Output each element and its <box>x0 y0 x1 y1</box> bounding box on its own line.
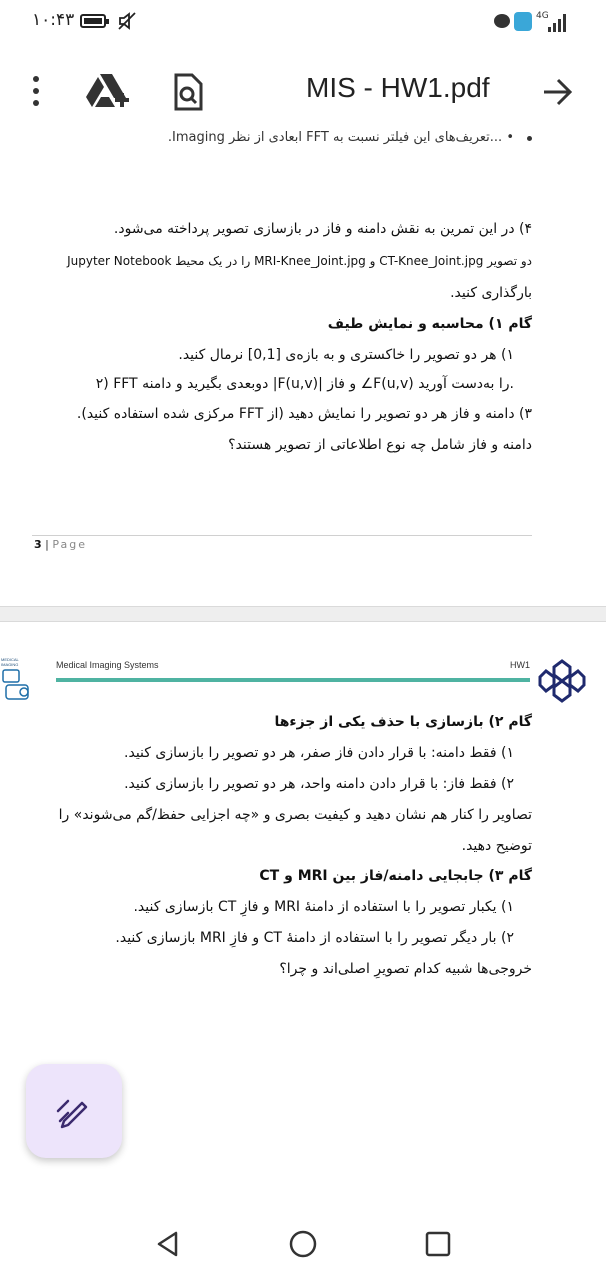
p4-line-2: ۱) فقط دامنه: با قرار دادن فاز صفر، هر دو تصویر را بازسازی کنید. <box>124 745 514 761</box>
p3-line-5: ۱) هر دو تصویر را خاکستری و به بازه‌ی [0,1] نرمال کنید. <box>178 347 514 363</box>
page-number: 3 <box>34 538 42 551</box>
chat-icon <box>494 14 510 28</box>
page-footer: 3 | Page <box>34 538 87 551</box>
battery-icon <box>80 14 106 28</box>
p4-line-9: خروجی‌ها شبیه کدام تصویرِ اصلی‌اند و چرا؟ <box>279 961 532 977</box>
home-nav-icon[interactable] <box>289 1230 317 1258</box>
cut-line: • ...تعریف‌های این فیلتر نسبت به FFT ابعادی از نظر Imaging. <box>167 130 514 145</box>
header-hw: HW1 <box>510 660 530 670</box>
signal-icon <box>548 12 570 32</box>
p4-line-7: ۱) یکبار تصویر را با استفاده از دامنهٔ MRI و فازِ CT بازسازی کنید. <box>133 899 514 915</box>
arrow-right-icon[interactable] <box>540 76 576 108</box>
more-vert-icon[interactable] <box>24 76 48 108</box>
bullet-icon <box>527 136 532 141</box>
p3-step1-title: گام ۱) محاسبه و نمایش طیف <box>327 316 532 332</box>
university-logo-icon <box>538 657 586 705</box>
p4-step2-title: گام ۲) بازسازی با حذف یکی از جزءها <box>274 714 532 730</box>
document-title: MIS - HW1.pdf <box>306 72 490 103</box>
p3-line-2: دو تصویر CT-Knee_Joint.jpg و MRI-Knee_Joint.jpg را در یک محیط Jupyter Notebook <box>67 254 532 268</box>
footer-divider <box>32 535 532 536</box>
network-type: 4G <box>536 11 549 21</box>
system-nav-bar <box>0 1200 606 1280</box>
medical-imaging-logo <box>0 655 34 703</box>
status-time: ۱۰:۴۳ <box>32 10 75 30</box>
document-search-icon[interactable] <box>168 72 208 112</box>
p3-line-7: ۳) دامنه و فاز هر دو تصویر را نمایش دهید (از FFT مرکزی شده استفاده کنید). <box>76 406 532 422</box>
p4-line-8: ۲) بار دیگر تصویر را با استفاده از دامنهٔ CT و فازِ MRI بازسازی کنید. <box>115 930 514 946</box>
edit-fab-button[interactable] <box>26 1064 122 1158</box>
p3-line-1: ۴) در این تمرین به نقش دامنه و فاز در بازسازی تصویر پرداخته می‌شود. <box>113 221 532 237</box>
drive-add-icon[interactable] <box>86 72 130 112</box>
p3-line-3: بارگذاری کنید. <box>450 285 532 301</box>
mute-icon <box>116 10 138 32</box>
header-title: Medical Imaging Systems <box>56 660 159 670</box>
page-header <box>0 645 606 705</box>
p4-step3-title: گام ۳) جابجایی دامنه/فاز بین MRI و CT <box>259 868 532 884</box>
page-separator <box>0 606 606 622</box>
p4-line-5: توضیح دهید. <box>461 838 532 854</box>
p3-line-6: ۲) FFT دوبعدی بگیرید و دامنه |F(u,v)| و فاز ∠F(u,v) را به‌دست آورید. <box>95 376 514 392</box>
back-nav-icon[interactable] <box>154 1230 182 1258</box>
p4-line-3: ۲) فقط فاز: با قرار دادن دامنه واحد، هر دو تصویر را بازسازی کنید. <box>124 776 514 792</box>
page-label: Page <box>52 538 87 551</box>
logo-lettering: MEDICAL <box>1 657 19 662</box>
header-accent-bar <box>56 678 530 682</box>
p4-line-4: تصاویر را کنار هم نشان دهید و کیفیت بصری و «چه اجزایی حفظ/گم می‌شوند» را <box>58 807 532 823</box>
p3-line-8: دامنه و فاز شامل چه نوع اطلاعاتی از تصویر هستند؟ <box>228 437 532 453</box>
edit-pen-icon <box>54 1091 94 1131</box>
pdf-viewer[interactable] <box>0 130 606 1200</box>
status-bar <box>0 0 606 44</box>
pdf-toolbar <box>0 44 606 140</box>
recents-nav-icon[interactable] <box>424 1230 452 1258</box>
shield-icon <box>514 12 532 31</box>
logo-lettering: IMAGING <box>1 662 19 667</box>
